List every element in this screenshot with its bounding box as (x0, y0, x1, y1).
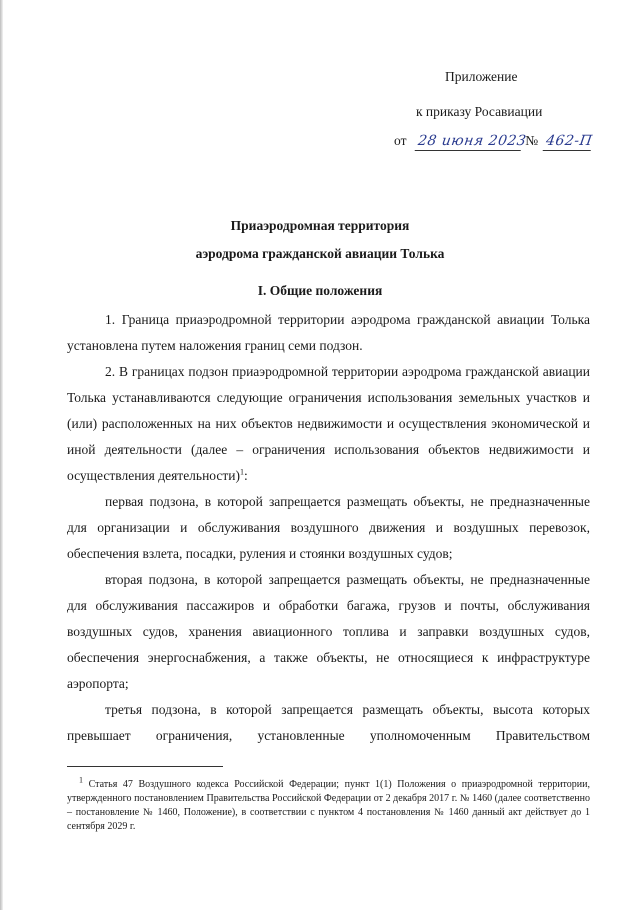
from-label: от (394, 133, 407, 148)
section-heading: I. Общие положения (257, 283, 383, 298)
document-title (0, 212, 640, 268)
footnote-text: Статья 47 Воздушного кодекса Российской Федерации; пункт 1(1) Положения о приаэродромной территории, утвержденного постановлением Правительства Российской Федерации от 2 декабря 2017 г. № 1460 (далее соответственно – постановление № 1460, Положение), в соответствии с пунктом 4 постановления № 1460 данный акт действует до 1 сентября 2029 г. (67, 779, 590, 832)
footnote-divider (67, 766, 223, 767)
paragraph-2-text: 2. В границах подзон приаэродромной территории аэродрома гражданской авиации Толька устанавливаются следующие ограничения использования земельных участков и (или) расположенных на них объектов недвижимости и осуществления экономической и иной деятельности (далее – ограничения использования объектов недвижимости и осуществления деятельности) (67, 364, 590, 483)
number-label: № (525, 133, 539, 148)
handwritten-number: 462-П (542, 132, 593, 151)
appendix-label: Приложение (445, 69, 518, 84)
title-line-1: Приаэродромная территория (230, 218, 410, 233)
footnote-reference: 1 (240, 467, 245, 477)
handwritten-date: 28 июня 2023 (415, 132, 524, 151)
order-reference: к приказу Росавиации (416, 104, 543, 119)
paragraph-1: 1. Граница приаэродромной территории аэродрома гражданской авиации Толька установлена путем наложения границ семи подзон. (67, 312, 590, 353)
subzone-3-paragraph: третья подзона, в которой запрещается размещать объекты, высота которых превышает ограничения, установленные уполномоченным Правительством (67, 702, 590, 743)
paragraph-2-tail: : (244, 468, 248, 483)
date-number-line (394, 128, 592, 154)
scan-edge (0, 0, 3, 910)
title-line-2: аэродрома гражданской авиации Толька (195, 246, 445, 261)
paragraph-2 (67, 359, 590, 489)
subzone-1-paragraph: первая подзона, в которой запрещается размещать объекты, не предназначенные для организации и обслуживания воздушного движения и воздушных перевозок, обеспечения взлета, посадки, руления и стоянки воздушных судов; (67, 494, 590, 561)
document-body (67, 307, 590, 749)
footnote-paragraph (67, 775, 590, 834)
footnote (67, 775, 590, 834)
subzone-2-paragraph: вторая подзона, в которой запрещается размещать объекты, не предназначенные для обслуживания пассажиров и обработки багажа, грузов и почты, обслуживания воздушных судов, хранения авиационного топлива и заправки воздушных судов, обеспечения энергоснабжения, а также объекты, не относящиеся к инфраструктуре аэропорта; (67, 572, 590, 691)
footnote-marker: 1 (79, 775, 83, 785)
